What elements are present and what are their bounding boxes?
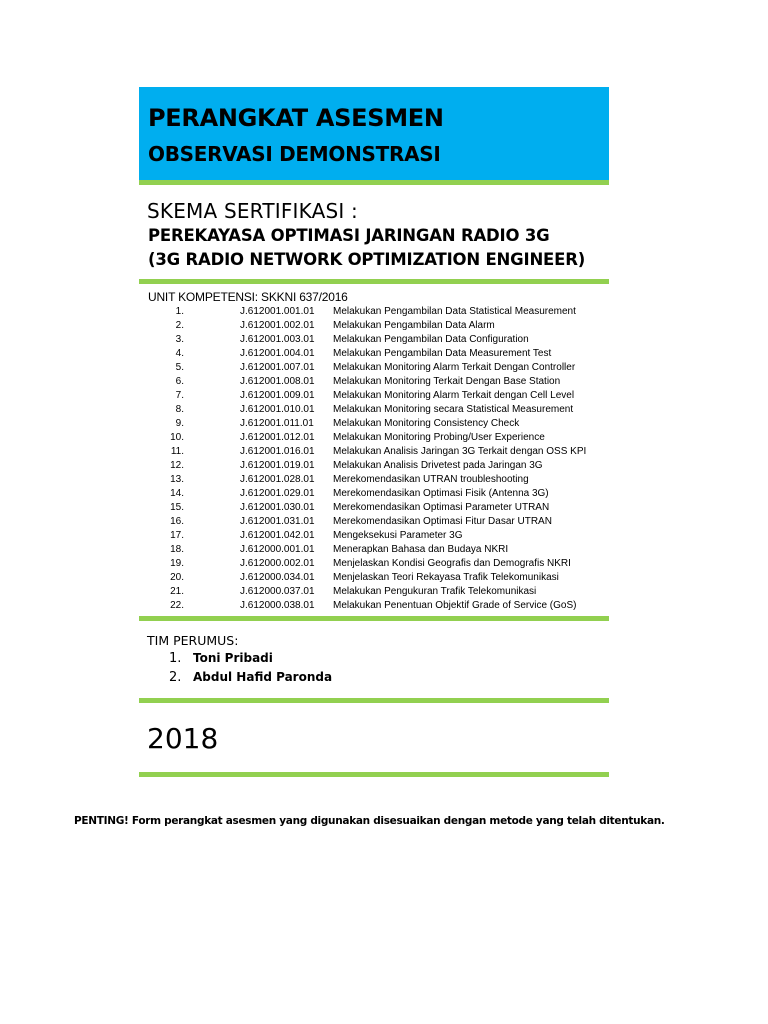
unit-code: J.612001.042.01 bbox=[240, 530, 315, 541]
document-subtitle: OBSERVASI DEMONSTRASI bbox=[148, 142, 441, 166]
unit-num: 16. bbox=[170, 516, 184, 527]
team-member bbox=[169, 651, 273, 666]
unit-desc: Melakukan Penentuan Objektif Grade of Service (GoS) bbox=[333, 600, 577, 611]
unit-code: J.612000.001.01 bbox=[240, 544, 315, 555]
unit-code: J.612001.016.01 bbox=[240, 446, 315, 457]
unit-code: J.612001.012.01 bbox=[240, 432, 315, 443]
unit-row bbox=[0, 445, 768, 459]
unit-desc: Melakukan Analisis Jaringan 3G Terkait dengan OSS KPI bbox=[333, 446, 587, 457]
unit-desc: Melakukan Pengukuran Trafik Telekomunikasi bbox=[333, 586, 537, 597]
unit-code: J.612000.034.01 bbox=[240, 572, 315, 583]
divider-line bbox=[139, 180, 609, 185]
unit-num: 3. bbox=[175, 334, 184, 345]
unit-row bbox=[0, 529, 768, 543]
unit-desc: Melakukan Monitoring Alarm Terkait Dengan Controller bbox=[333, 362, 576, 373]
unit-row bbox=[0, 431, 768, 445]
unit-code: J.612001.028.01 bbox=[240, 474, 315, 485]
unit-row bbox=[0, 375, 768, 389]
unit-num: 10. bbox=[170, 432, 184, 443]
unit-num: 4. bbox=[175, 348, 184, 359]
unit-code: J.612000.002.01 bbox=[240, 558, 315, 569]
unit-code: J.612001.031.01 bbox=[240, 516, 315, 527]
unit-code: J.612001.002.01 bbox=[240, 320, 315, 331]
unit-desc: Merekomendasikan Optimasi Parameter UTRAN bbox=[333, 502, 550, 513]
unit-num: 18. bbox=[170, 544, 184, 555]
member-name: Toni Pribadi bbox=[193, 651, 273, 665]
unit-code: J.612001.029.01 bbox=[240, 488, 315, 499]
unit-row bbox=[0, 333, 768, 347]
unit-desc: Menjelaskan Kondisi Geografis dan Demografis NKRI bbox=[333, 558, 571, 569]
member-number: 1. bbox=[169, 651, 182, 666]
unit-num: 5. bbox=[175, 362, 184, 373]
unit-row bbox=[0, 319, 768, 333]
divider-line bbox=[139, 698, 609, 703]
header-banner bbox=[139, 87, 609, 180]
unit-desc: Menerapkan Bahasa dan Budaya NKRI bbox=[333, 544, 509, 555]
unit-num: 15. bbox=[170, 502, 184, 513]
unit-code: J.612001.010.01 bbox=[240, 404, 315, 415]
unit-row bbox=[0, 459, 768, 473]
unit-row bbox=[0, 473, 768, 487]
unit-desc: Merekomendasikan Optimasi Fitur Dasar UTRAN bbox=[333, 516, 552, 527]
member-number: 2. bbox=[169, 670, 182, 685]
unit-num: 14. bbox=[170, 488, 184, 499]
skema-label: SKEMA SERTIFIKASI : bbox=[147, 199, 358, 223]
unit-row bbox=[0, 487, 768, 501]
unit-num: 1. bbox=[175, 306, 184, 317]
unit-code: J.612001.007.01 bbox=[240, 362, 315, 373]
divider-line bbox=[139, 616, 609, 621]
unit-desc: Melakukan Pengambilan Data Configuration bbox=[333, 334, 529, 345]
skema-title-line2: (3G RADIO NETWORK OPTIMIZATION ENGINEER) bbox=[148, 250, 586, 269]
unit-desc: Melakukan Monitoring Alarm Terkait dengan Cell Level bbox=[333, 390, 575, 401]
unit-row bbox=[0, 501, 768, 515]
unit-desc: Menjelaskan Teori Rekayasa Trafik Telekomunikasi bbox=[333, 572, 559, 583]
unit-code: J.612001.001.01 bbox=[240, 306, 315, 317]
unit-desc: Melakukan Pengambilan Data Statistical Measurement bbox=[333, 306, 576, 317]
unit-num: 17. bbox=[170, 530, 184, 541]
document-title: PERANGKAT ASESMEN bbox=[148, 104, 444, 132]
unit-desc: Melakukan Pengambilan Data Alarm bbox=[333, 320, 495, 331]
unit-row bbox=[0, 599, 768, 613]
unit-desc: Merekomendasikan Optimasi Fisik (Antenna 3G) bbox=[333, 488, 549, 499]
unit-code: J.612000.038.01 bbox=[240, 600, 315, 611]
unit-num: 20. bbox=[170, 572, 184, 583]
unit-num: 19. bbox=[170, 558, 184, 569]
important-note: PENTING! Form perangkat asesmen yang digunakan disesuaikan dengan metode yang telah ditentukan. bbox=[74, 815, 665, 827]
unit-num: 11. bbox=[170, 446, 184, 457]
unit-code: J.612001.003.01 bbox=[240, 334, 315, 345]
unit-desc: Mengeksekusi Parameter 3G bbox=[333, 530, 463, 541]
unit-num: 2. bbox=[175, 320, 184, 331]
unit-num: 6. bbox=[175, 376, 184, 387]
unit-row bbox=[0, 571, 768, 585]
unit-row bbox=[0, 557, 768, 571]
unit-desc: Melakukan Monitoring secara Statistical Measurement bbox=[333, 404, 574, 415]
unit-num: 7. bbox=[175, 390, 184, 401]
team-member bbox=[169, 670, 332, 685]
unit-row bbox=[0, 515, 768, 529]
unit-row bbox=[0, 543, 768, 557]
unit-row bbox=[0, 305, 768, 319]
unit-desc: Melakukan Analisis Drivetest pada Jaringan 3G bbox=[333, 460, 543, 471]
unit-kompetensi-label: UNIT KOMPETENSI: SKKNI 637/2016 bbox=[148, 290, 348, 304]
unit-row bbox=[0, 361, 768, 375]
unit-num: 13. bbox=[170, 474, 184, 485]
tim-perumus-label: TIM PERUMUS: bbox=[147, 633, 239, 648]
unit-code: J.612001.019.01 bbox=[240, 460, 315, 471]
unit-code: J.612001.030.01 bbox=[240, 502, 315, 513]
unit-code: J.612001.009.01 bbox=[240, 390, 315, 401]
unit-row bbox=[0, 389, 768, 403]
unit-code: J.612001.008.01 bbox=[240, 376, 315, 387]
unit-num: 9. bbox=[175, 418, 184, 429]
unit-desc: Merekomendasikan UTRAN troubleshooting bbox=[333, 474, 529, 485]
unit-num: 22. bbox=[170, 600, 184, 611]
unit-code: J.612001.004.01 bbox=[240, 348, 315, 359]
document-year: 2018 bbox=[147, 722, 219, 755]
unit-desc: Melakukan Monitoring Terkait Dengan Base Station bbox=[333, 376, 561, 387]
unit-code: J.612000.037.01 bbox=[240, 586, 315, 597]
skema-title-line1: PEREKAYASA OPTIMASI JARINGAN RADIO 3G bbox=[148, 226, 550, 245]
unit-row bbox=[0, 403, 768, 417]
unit-num: 21. bbox=[170, 586, 184, 597]
unit-desc: Melakukan Monitoring Probing/User Experience bbox=[333, 432, 545, 443]
unit-row bbox=[0, 585, 768, 599]
unit-desc: Melakukan Monitoring Consistency Check bbox=[333, 418, 520, 429]
unit-row bbox=[0, 347, 768, 361]
unit-num: 8. bbox=[175, 404, 184, 415]
divider-line bbox=[139, 279, 609, 284]
member-name: Abdul Hafid Paronda bbox=[193, 670, 333, 684]
unit-desc: Melakukan Pengambilan Data Measurement Test bbox=[333, 348, 552, 359]
unit-code: J.612001.011.01 bbox=[240, 418, 314, 429]
unit-row bbox=[0, 417, 768, 431]
divider-line bbox=[139, 772, 609, 777]
unit-num: 12. bbox=[170, 460, 184, 471]
unit-list bbox=[0, 305, 768, 613]
